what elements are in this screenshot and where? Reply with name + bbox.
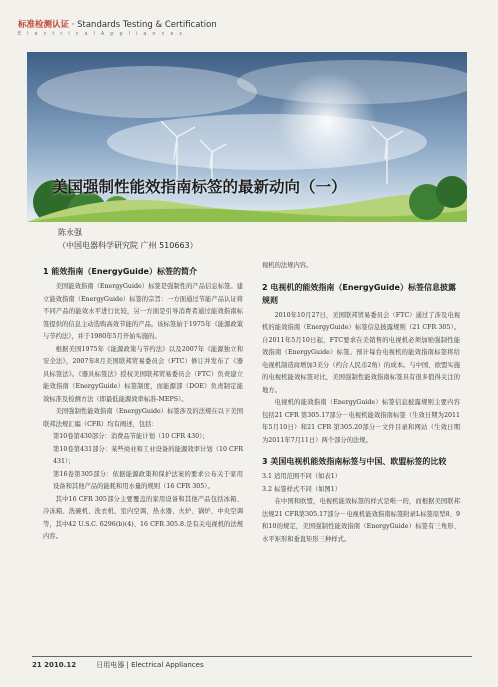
brand-sub: E l e c t r i c a l A p p l i a n c e s [18,31,185,37]
heading-section-2: 2 电视机的能效指南（EnergyGuide）标签信息披露规则 [262,282,456,305]
author-block [58,226,198,252]
paragraph: 美国强制性能效指南（EnergyGuide）标签涉及的法规在以下美国联邦法规汇编（CFR）均有阐述，包括： [43,408,243,428]
heading-section-3: 3 美国电视机能效指南标签与中国、欧盟标签的比较 [262,457,447,466]
paragraph-continued: 视机的法规内容。 [262,262,313,269]
heading-section-1: 1 能效指南（EnergyGuide）标签的简介 [43,267,197,276]
page-number: 21 2010.12 [32,661,77,669]
author-name: 陈永强 [58,228,82,237]
page-footer [32,656,472,670]
list-item: 第10卷第431部分：某些商业和工业设备的能源效率计划（10 CFR 431）； [53,445,243,465]
left-column [43,265,243,544]
right-column [262,260,460,546]
paragraph: 2010年10月27日，美国联邦贸易委员会（FTC）通过了涉及电视机的能效指南（EnergyGuide）标签信息披露规则（21 CFR 305）。自2011年5月10日起，FTC要求在美销售的电视机必须加贴强制性能效指南（EnergyGuide）标签。预计每台电视机的能效指南标签将给电视机制造商增加3美分（约合人民币2角）的成本。与中国、欧盟实施的电视机能效标签对比，美国强制性能效指南标签具有很多值得关注的地方。 [262,311,460,394]
subheading: 3.2 标签样式不同（如图1） [262,485,341,493]
article-title: 美国强制性能效指南标签的最新动向（一） [52,178,347,196]
journal-name: 日用电器 | Electrical Appliances [96,661,204,669]
paragraph: 根据美国1975年《能源政策与节约法》以及2007年《能源独立和安全法》，2007年8月美国联邦贸易委员会（FTC）修订并发布了《器具标签法》。《器具标签法》授权美国联邦贸易委员会（FTC）负责建立能效指南（EnergyGuide）标签制度，而能源部（DOE）负责制定能效标准及检测方法（即最低能源效率标准-MEPS）。 [43,345,243,403]
brand-en: · Standards Testing & Certification [71,20,217,30]
section-header [18,18,217,37]
list-item: 第16卷第305部分：依据能源政策和保护法案的要求公布关于家用设备和其他产品的能耗和用水量的规则（16 CFR 305）。 [53,470,243,490]
brand-cn: 标准检测认证 [18,20,70,30]
paragraph: 其中16 CFR 305部分主要覆盖的家用设备和其他产品包括冰箱、冷冻箱、洗碗机、洗衣机、室内空调、热水器、火炉、锅炉、中央空调等，其中42 U.S.C. 6296(b)(4)、16 CFR 305.8.是有关电视机的法规内容。 [43,495,243,540]
paragraph: 电视机的能效指南（EnergyGuide）标签信息披露规则主要内容包括21 CFR 第305.17部分－电视机能效指南标签（生效日期为2011年5月10日）和21 CFR 第305.20部分－文件目录和网站（生效日期为2011年7月11日）两个部分的法规。 [262,399,460,444]
paragraph: 在中国和欧盟，电视机能效标签的样式是唯一的，而根据美国联邦法规21 CFR第305.17部分－电视机能效指南标签附录L标签原型8、9和10的规定，美国强制性能效指南（EnergyGuide）标签有三角形、水平矩形和垂直矩形三种样式。 [262,498,460,543]
list-item: 第10卷第430部分：消费品节能计划（10 CFR 430）； [53,433,209,440]
paragraph: 美国能效指南（EnergyGuide）标签是强制性的产品信息标签。建立能效指南（EnergyGuide）标签的宗旨：一方面通过节能产品认证将不同产品的能效水平进行比较，另一方面是引导消费者通过能效指南标签提供的信息主动选购高效节能的产品。该标签始于1975年《能源政策与节约法》，并于1980年5月开始实施的。 [43,283,243,340]
author-org: （中国电器科学研究院 广州 510663） [58,241,198,250]
subheading: 3.1 适用范围不同（如表1） [262,473,341,480]
